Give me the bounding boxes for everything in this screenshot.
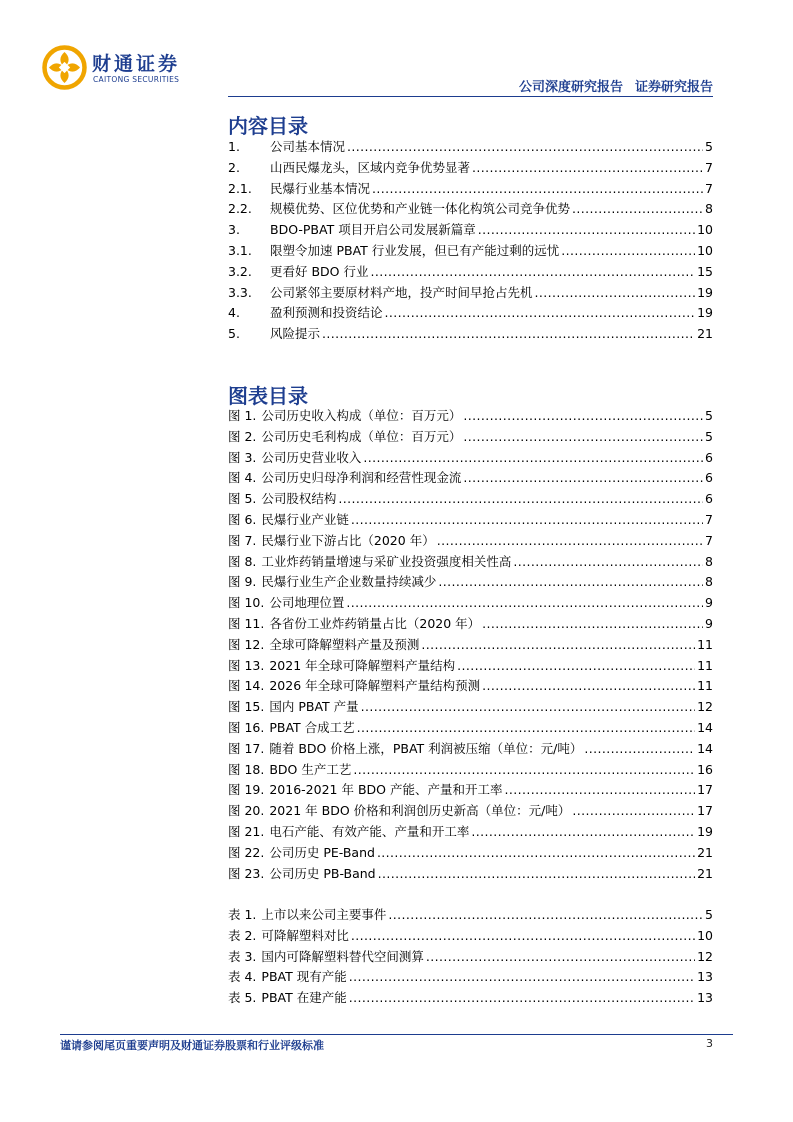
page-header <box>0 0 793 110</box>
toc-leader-dots <box>363 450 703 465</box>
toc-leader-dots <box>472 160 703 175</box>
toc-entry[interactable] <box>228 406 713 427</box>
toc-entry-number: 图 19. <box>228 782 265 798</box>
toc-entry-title: 公司基本情况 <box>270 139 346 154</box>
toc-entry-number: 表 4. <box>228 969 257 985</box>
toc-entry-page: 10 <box>697 242 713 258</box>
toc-entry-title: 公司历史 PE-Band <box>269 844 375 860</box>
toc-leader-dots <box>349 969 695 984</box>
toc-entry-number: 图 6. <box>228 511 257 527</box>
toc-entry-title: 2021 年 BDO 价格和利润创历史新高（单位：元/吨） <box>269 803 571 819</box>
toc-leader-dots <box>478 222 695 237</box>
toc-entry-title: 国内 PBAT 产量 <box>269 699 359 715</box>
toc-leader-dots <box>372 181 703 196</box>
toc-entry-number: 表 3. <box>228 948 257 964</box>
toc-entry-page: 7 <box>705 159 713 175</box>
toc-entry-number: 图 9. <box>228 574 257 590</box>
toc-entry-page: 17 <box>697 803 713 819</box>
toc-leader-dots <box>388 907 703 922</box>
toc-entry-number: 图 20. <box>228 803 265 819</box>
toc-leader-dots <box>572 201 703 216</box>
toc-entry-page: 19 <box>697 284 713 300</box>
toc-entry-number: 图 12. <box>228 636 265 652</box>
toc-entry-page: 21 <box>697 844 713 860</box>
toc-entry-number: 图 13. <box>228 657 265 673</box>
toc-entry-number: 图 18. <box>228 761 265 777</box>
toc-entry-title: 可降解塑料对比 <box>261 927 349 943</box>
toc-entry[interactable] <box>228 760 713 781</box>
toc-leader-dots <box>378 866 695 881</box>
toc-leader-dots <box>349 990 695 1005</box>
toc-entry[interactable] <box>228 489 713 510</box>
toc-entry-page: 8 <box>705 574 713 590</box>
toc-entry-page: 8 <box>705 553 713 569</box>
toc-entry[interactable] <box>228 199 713 220</box>
toc-entry-number: 图 4. <box>228 470 257 486</box>
toc-entry[interactable] <box>228 656 713 677</box>
toc-entry-title: 限塑令加速 PBAT 行业发展，但已有产能过剩的远忧 <box>270 242 560 258</box>
toc-entry-number: 3.3. <box>228 284 252 300</box>
toc-entry-number: 2.2. <box>228 201 252 217</box>
toc-leader-dots <box>351 928 695 943</box>
tables-list <box>228 905 713 1009</box>
toc-entry-number: 3.1. <box>228 242 252 258</box>
toc-leader-dots <box>421 637 695 652</box>
toc-entry-number: 图 5. <box>228 491 257 507</box>
toc-leader-dots <box>322 326 695 341</box>
toc-entry[interactable] <box>228 614 713 635</box>
toc-entry[interactable] <box>228 137 713 158</box>
toc-entry-title: 工业炸药销量增速与采矿业投资强度相关性高 <box>261 553 512 569</box>
toc-entry-page: 16 <box>697 761 713 777</box>
toc-entry[interactable] <box>228 552 713 573</box>
toc-entry-number: 图 3. <box>228 449 257 465</box>
toc-entry-page: 5 <box>705 139 713 154</box>
toc-entry-page: 11 <box>697 657 713 673</box>
toc-entry-title: 各省份工业炸药销量占比（2020 年） <box>269 615 481 631</box>
toc-entry[interactable] <box>228 676 713 697</box>
toc-entry-page: 9 <box>705 615 713 631</box>
toc-entry[interactable] <box>228 593 713 614</box>
toc-entry-page: 7 <box>705 532 713 548</box>
toc-entry-title: 风险提示 <box>270 326 321 342</box>
toc-entry[interactable] <box>228 801 713 822</box>
toc-entry-title: PBAT 现有产能 <box>261 969 347 985</box>
toc-entry-number: 图 17. <box>228 740 265 756</box>
toc-entry-number: 表 5. <box>228 990 257 1006</box>
toc-entry-page: 12 <box>697 948 713 964</box>
toc-entry-title: 山西民爆龙头，区域内竞争优势显著 <box>270 159 471 175</box>
report-type-primary: 公司深度研究报告 <box>518 80 623 95</box>
toc-entry-title: 2026 年全球可降解塑料产量结构预测 <box>269 678 481 694</box>
toc-entry[interactable] <box>228 926 713 947</box>
figures-list <box>228 406 713 884</box>
toc-leader-dots <box>438 574 703 589</box>
toc-leader-dots <box>426 949 695 964</box>
contents-title: 内容目录 <box>228 114 308 138</box>
toc-entry-title: 公司紧邻主要原材料产地，投产时间早抢占先机 <box>270 284 533 300</box>
toc-entry-page: 6 <box>705 470 713 486</box>
toc-entry-number: 图 1. <box>228 408 257 423</box>
page-number: 3 <box>706 1037 713 1050</box>
toc-entry-title: 公司历史归母净利润和经营性现金流 <box>261 470 462 486</box>
toc-leader-dots <box>457 658 695 673</box>
toc-entry[interactable] <box>228 427 713 448</box>
caitong-logo-icon <box>42 45 87 90</box>
toc-entry[interactable] <box>228 468 713 489</box>
toc-entry-page: 5 <box>705 408 713 423</box>
toc-entry-title: 公司历史毛利构成（单位：百万元） <box>261 428 462 444</box>
toc-entry-number: 图 7. <box>228 532 257 548</box>
toc-entry-title: BDO 生产工艺 <box>269 761 352 777</box>
toc-entry-title: 更看好 BDO 行业 <box>270 263 369 279</box>
toc-entry-title: 民爆行业基本情况 <box>270 180 371 196</box>
toc-leader-dots <box>535 285 696 300</box>
toc-leader-dots <box>471 824 695 839</box>
toc-entry-page: 10 <box>697 927 713 943</box>
toc-leader-dots <box>482 616 703 631</box>
toc-entry-number: 2. <box>228 159 240 175</box>
toc-entry[interactable] <box>228 220 713 241</box>
header-divider <box>228 96 713 97</box>
toc-entry-number: 图 10. <box>228 595 265 611</box>
toc-entry-title: 上市以来公司主要事件 <box>261 907 387 922</box>
toc-entry[interactable] <box>228 179 713 200</box>
toc-entry[interactable] <box>228 448 713 469</box>
toc-entry-page: 7 <box>705 180 713 196</box>
brand-name-en: CAITONG SECURITIES <box>93 75 180 84</box>
toc-entry[interactable] <box>228 241 713 262</box>
toc-entry-page: 21 <box>697 326 713 342</box>
toc-entry-number: 图 23. <box>228 865 265 881</box>
toc-entry-title: PBAT 在建产能 <box>261 990 347 1006</box>
toc-leader-dots <box>371 264 696 279</box>
toc-entry-number: 3. <box>228 222 240 238</box>
toc-entry-page: 19 <box>697 305 713 321</box>
toc-entry-page: 10 <box>697 222 713 238</box>
toc-entry[interactable] <box>228 739 713 760</box>
toc-entry-title: 电石产能、有效产能、产量和开工率 <box>269 823 470 839</box>
footer-divider <box>60 1034 733 1035</box>
toc-entry-title: 2021 年全球可降解塑料产量结构 <box>269 657 456 673</box>
toc-entry-number: 图 11. <box>228 615 265 631</box>
toc-entry[interactable] <box>228 531 713 552</box>
toc-entry-title: 公司股权结构 <box>261 491 337 507</box>
toc-leader-dots <box>437 533 703 548</box>
toc-entry-title: 民爆行业生产企业数量持续减少 <box>261 574 437 590</box>
toc-leader-dots <box>357 720 695 735</box>
toc-leader-dots <box>463 429 703 444</box>
toc-entry[interactable] <box>228 697 713 718</box>
toc-entry-page: 11 <box>697 678 713 694</box>
toc-entry-title: BDO-PBAT 项目开启公司发展新篇章 <box>270 222 476 238</box>
report-type-secondary: 证券研究报告 <box>634 80 713 95</box>
toc-entry-number: 图 16. <box>228 719 265 735</box>
toc-leader-dots <box>463 408 703 423</box>
toc-entry-page: 9 <box>705 595 713 611</box>
toc-entry-number: 表 2. <box>228 927 257 943</box>
toc-entry-title: PBAT 合成工艺 <box>269 719 355 735</box>
toc-entry-title: 全球可降解塑料产量及预测 <box>269 636 420 652</box>
toc-entry[interactable] <box>228 510 713 531</box>
toc-entry[interactable] <box>228 718 713 739</box>
toc-entry-page: 5 <box>705 907 713 922</box>
toc-entry-page: 5 <box>705 428 713 444</box>
toc-entry-page: 14 <box>697 740 713 756</box>
toc-entry[interactable] <box>228 572 713 593</box>
toc-leader-dots <box>351 512 703 527</box>
brand-name-cn: 财通证券 <box>92 53 181 75</box>
toc-leader-dots <box>377 845 695 860</box>
toc-entry-page: 6 <box>705 449 713 465</box>
toc-entry-number: 图 22. <box>228 844 265 860</box>
toc-entry[interactable] <box>228 947 713 968</box>
toc-entry[interactable] <box>228 635 713 656</box>
toc-entry-page: 13 <box>697 990 713 1006</box>
toc-entry-number: 图 14. <box>228 678 265 694</box>
toc-entry-title: 随着 BDO 价格上涨，PBAT 利润被压缩（单位：元/吨） <box>269 740 583 756</box>
toc-entry-page: 8 <box>705 201 713 217</box>
toc-entry-title: 民爆行业产业链 <box>261 511 349 527</box>
toc-entry[interactable] <box>228 967 713 988</box>
toc-entry[interactable] <box>228 262 713 283</box>
toc-leader-dots <box>346 595 703 610</box>
toc-entry-title: 公司历史营业收入 <box>261 449 362 465</box>
toc-entry-page: 11 <box>697 636 713 652</box>
toc-leader-dots <box>385 305 696 320</box>
report-type <box>519 76 713 95</box>
toc-entry[interactable] <box>228 843 713 864</box>
toc-entry-number: 4. <box>228 305 240 321</box>
toc-leader-dots <box>561 243 695 258</box>
toc-leader-dots <box>584 741 695 756</box>
toc-leader-dots <box>482 678 695 693</box>
toc-entry[interactable] <box>228 324 713 345</box>
toc-entry-number: 图 2. <box>228 428 257 444</box>
toc-entry-number: 图 21. <box>228 823 265 839</box>
toc-entry[interactable] <box>228 822 713 843</box>
toc-leader-dots <box>504 782 695 797</box>
toc-leader-dots <box>347 139 703 154</box>
toc-entry[interactable] <box>228 988 713 1009</box>
toc-entry-page: 7 <box>705 511 713 527</box>
toc-entry-page: 21 <box>697 865 713 881</box>
toc-leader-dots <box>572 803 695 818</box>
toc-entry[interactable] <box>228 780 713 801</box>
toc-entry-page: 19 <box>697 823 713 839</box>
toc-entry-title: 公司地理位置 <box>269 595 345 611</box>
toc-leader-dots <box>353 762 695 777</box>
toc-entry-number: 1. <box>228 139 240 154</box>
toc-entry-page: 6 <box>705 491 713 507</box>
toc-entry-number: 图 15. <box>228 699 265 715</box>
toc-entry-title: 2016-2021 年 BDO 产能、产量和开工率 <box>269 782 503 798</box>
footer-disclaimer: 谨请参阅尾页重要声明及财通证券股票和行业评级标准 <box>60 1039 324 1052</box>
toc-entry[interactable] <box>228 158 713 179</box>
toc-entry-number: 5. <box>228 326 240 342</box>
toc-entry-title: 国内可降解塑料替代空间测算 <box>261 948 424 964</box>
toc-entry-number: 3.2. <box>228 263 252 279</box>
toc-entry-title: 公司历史收入构成（单位：百万元） <box>261 408 462 423</box>
toc-entry-page: 13 <box>697 969 713 985</box>
toc-leader-dots <box>338 491 703 506</box>
toc-entry[interactable] <box>228 283 713 304</box>
figures-title: 图表目录 <box>228 384 308 408</box>
toc-entry[interactable] <box>228 303 713 324</box>
toc-entry-number: 2.1. <box>228 180 252 196</box>
toc-leader-dots <box>463 470 703 485</box>
toc-entry-number: 表 1. <box>228 907 257 922</box>
toc-leader-dots <box>513 554 703 569</box>
toc-leader-dots <box>361 699 695 714</box>
toc-entry-page: 14 <box>697 719 713 735</box>
toc-entry-title: 规模优势、区位优势和产业链一体化构筑公司竞争优势 <box>270 201 571 217</box>
toc-entry-page: 12 <box>697 699 713 715</box>
toc-entry[interactable] <box>228 864 713 885</box>
toc-entry-page: 17 <box>697 782 713 798</box>
toc-entry-title: 公司历史 PB-Band <box>269 865 376 881</box>
toc-entry-title: 民爆行业下游占比（2020 年） <box>261 532 435 548</box>
toc-entry-number: 图 8. <box>228 553 257 569</box>
toc-entry-page: 15 <box>697 263 713 279</box>
contents-list <box>228 137 713 345</box>
toc-entry[interactable] <box>228 905 713 926</box>
toc-entry-title: 盈利预测和投资结论 <box>270 305 383 321</box>
